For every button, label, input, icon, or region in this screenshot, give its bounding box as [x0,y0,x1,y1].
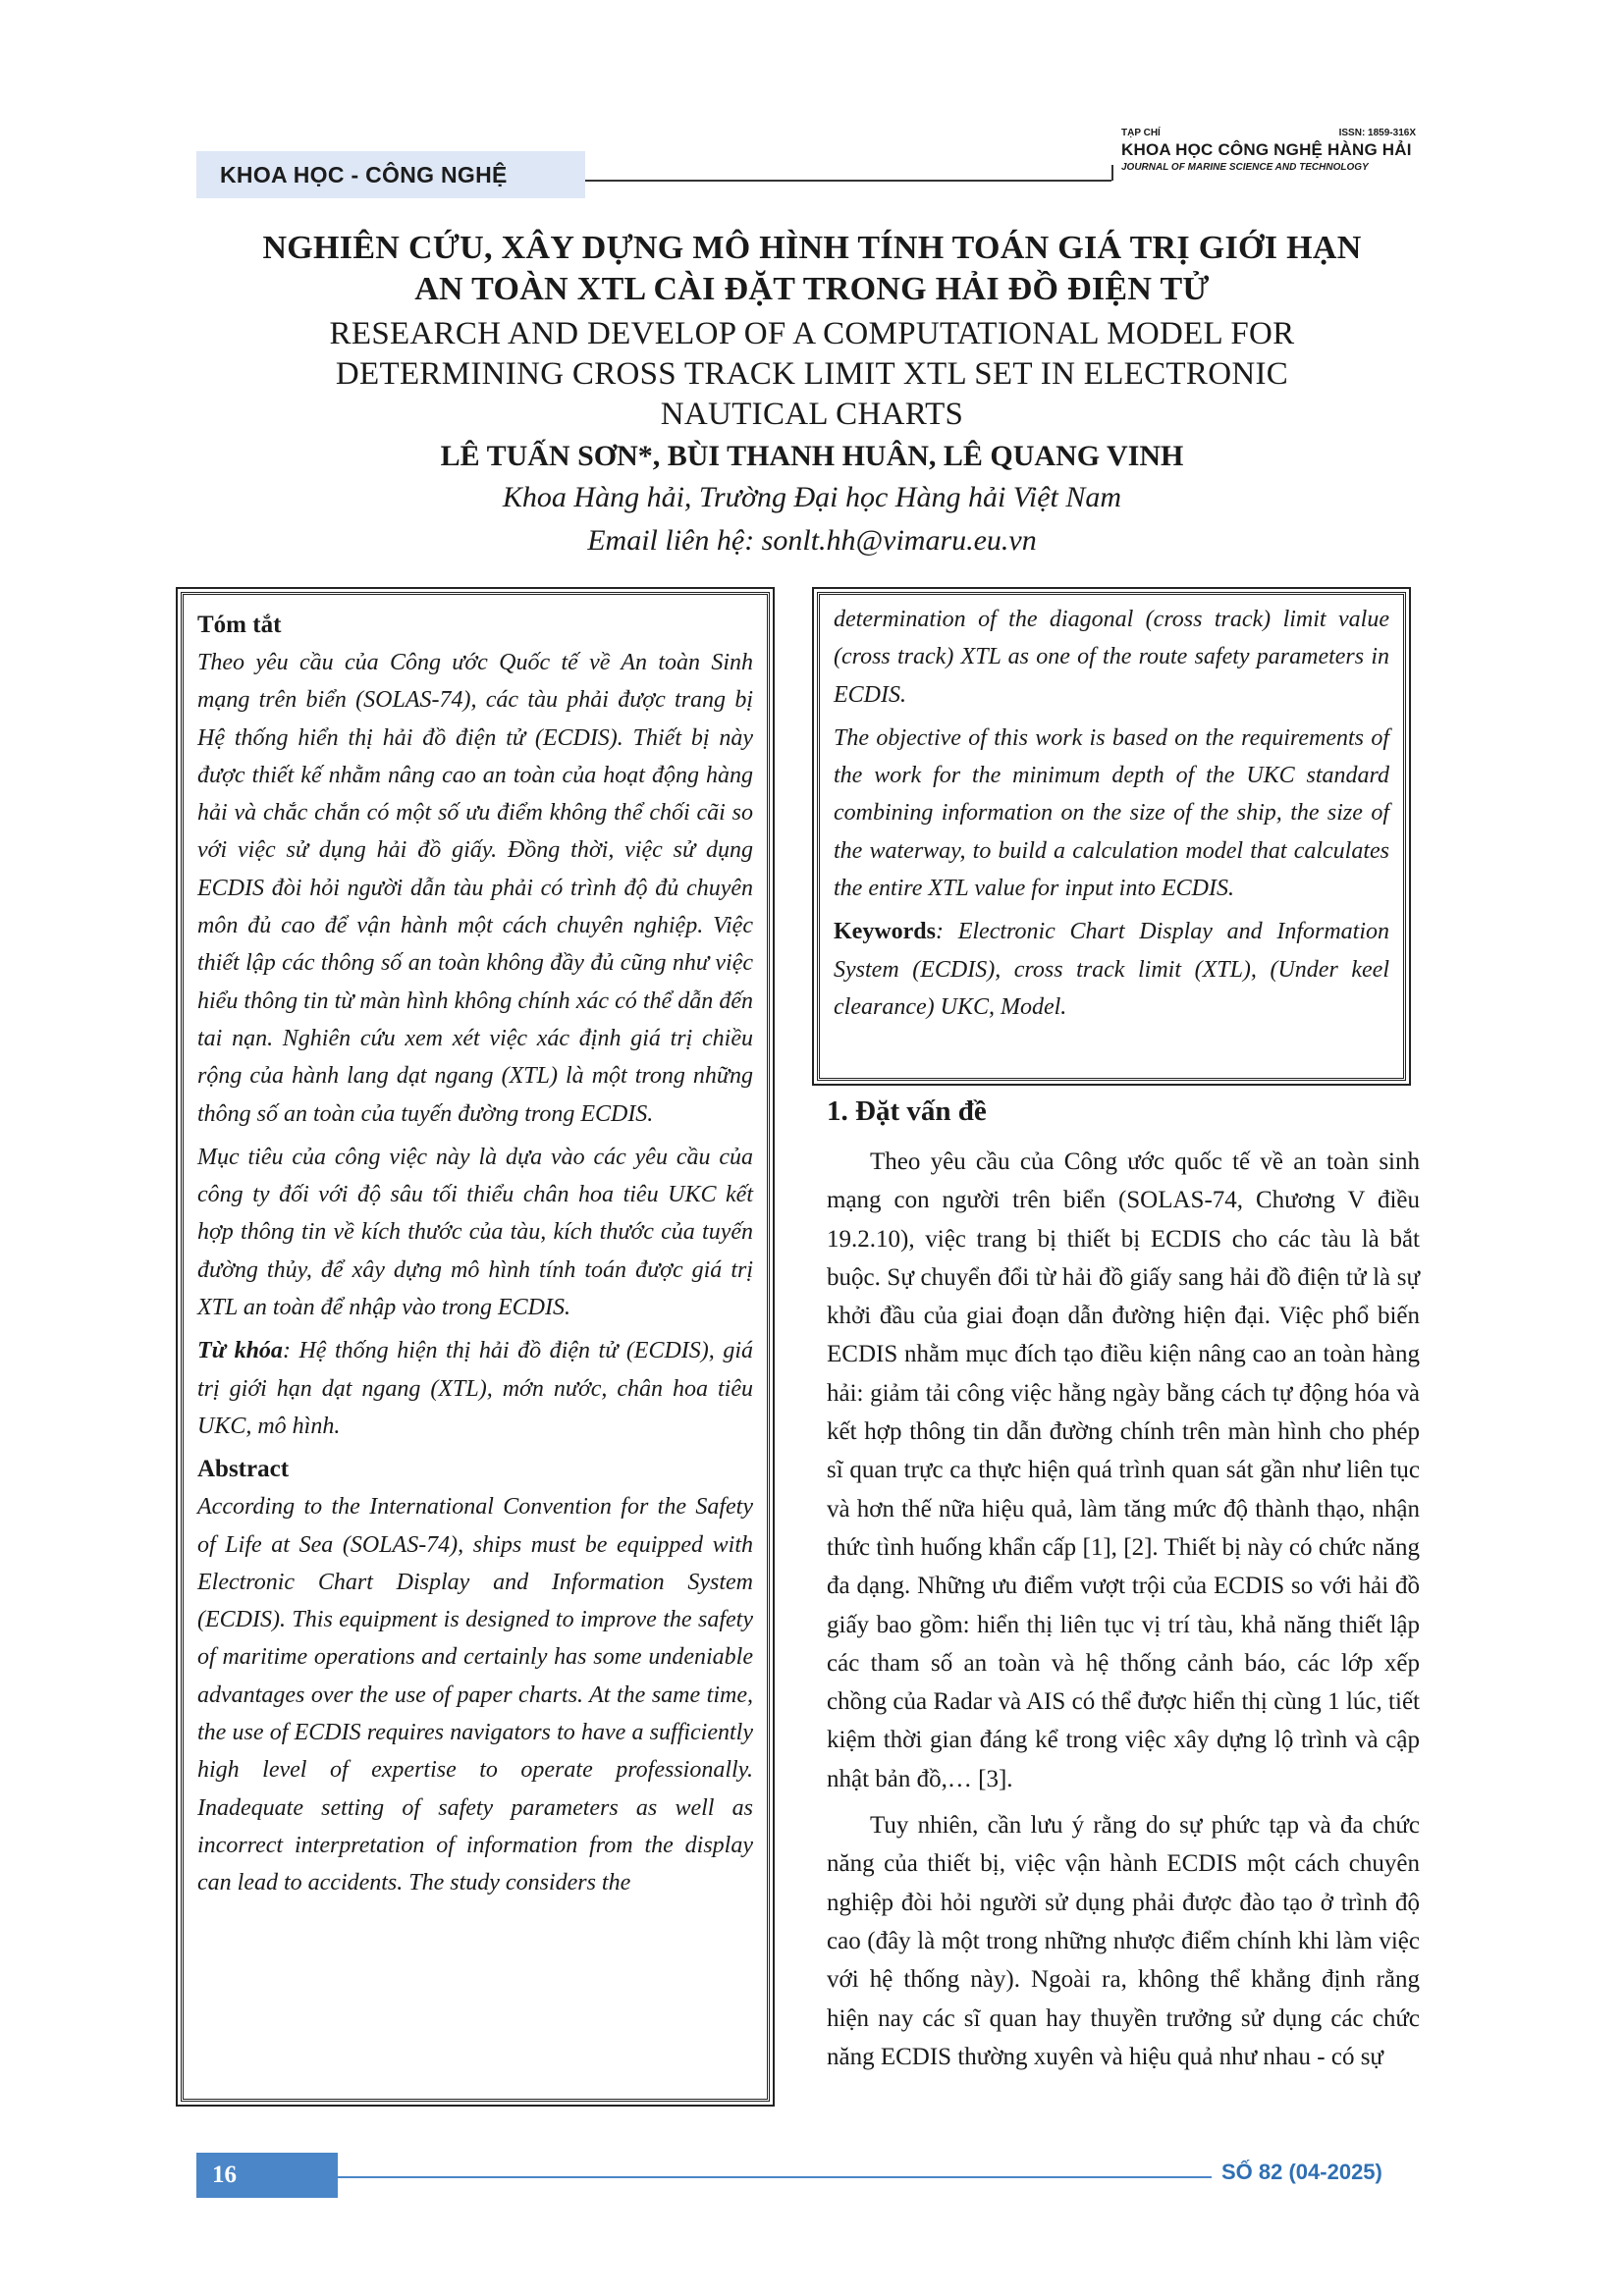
title-vn-line1: NGHIÊN CỨU, XÂY DỰNG MÔ HÌNH TÍNH TOÁN GIÁ TRỊ GIỚI HẠN [262,230,1362,266]
keywords-vn-text: : Hệ thống hiện thị hải đồ điện tử (ECDIS), giá trị giới hạn dạt ngang (XTL), mớn nước, chân hoa tiêu UKC, mô hình. [197,1338,753,1439]
issue-label: SỐ 82 (04-2025) [1221,2160,1382,2184]
section-1 [827,1092,1420,2076]
abstract-en-p2: The objective of this work is based on the requirements of the work for the minimum depth of the UKC standard combining information on the size of the ship, the size of the waterway, to build a calculation model that calculates the entire XTL value for input into ECDIS. [834,724,1389,902]
journal-label: TẠP CHÍ [1121,128,1161,138]
section-tag: KHOA HỌC - CÔNG NGHỆ [196,151,585,198]
keywords-en-label: Keywords [834,919,936,945]
abstract-vn-heading: Tóm tắt [197,612,282,638]
title-en-line1: RESEARCH AND DEVELOP OF A COMPUTATIONAL MODEL FOR [329,316,1295,351]
section-1-heading: 1. Đặt vấn đề [827,1095,987,1127]
journal-issn: ISSN: 1859-316X [1338,128,1416,138]
abstract-en-keywords [834,913,1389,1026]
header-rule-hook [1111,165,1113,181]
title-en-line2: DETERMINING CROSS TRACK LIMIT XTL SET IN ELECTRONIC [335,356,1289,392]
page-number: 16 [196,2153,338,2198]
footer-rule [338,2176,1212,2178]
abstract-vn-p2: Mục tiêu của công việc này là dựa vào các yêu cầu của công ty đối với độ sâu tối thiểu chân hoa tiêu UKC kết hợp thông tin về kích thước của tàu, kích thước của tuyến đường thủy, để xây dựng mô hình tính toán được giá trị XTL an toàn để nhập vào trong ECDIS. [197,1144,753,1321]
authors: LÊ TUẤN SƠN*, BÙI THANH HUÂN, LÊ QUANG VINH [440,440,1184,472]
abstract-en-p1-part2: determination of the diagonal (cross track) limit value (cross track) XTL as one of the route safety parameters in ECDIS. [834,607,1389,708]
keywords-en-text: : Electronic Chart Display and Information System (ECDIS), cross track limit (XTL), (Under keel clearance) UKC, Model. [834,919,1389,1020]
abstract-en-heading: Abstract [197,1456,290,1483]
abstract-vn-p1: Theo yêu cầu của Công ước Quốc tế về An toàn Sinh mạng trên biển (SOLAS-74), các tàu phải được trang bị Hệ thống hiển thị hải đồ điện tử (ECDIS). Thiết bị này được thiết kế nhằm nâng cao an toàn của hoạt động hàng hải và chắc chắn có một số ưu điểm không thể chối cãi so với việc sử dụng hải đồ giấy. Đồng thời, việc sử dụng ECDIS đòi hỏi người dẫn tàu phải có trình độ đủ chuyên môn đủ cao để vận hành một cách chuyên nghiệp. Việc thiết lập các thông số an toàn không đầy đủ cũng như việc hiểu thông tin từ màn hình không chính xác có thể dẫn đến tai nạn. Nghiên cứu xem xét việc xác định giá trị chiều rộng của hành lang dạt ngang (XTL) là một trong những thông số an toàn của tuyến đường trong ECDIS. [197,650,753,1127]
title-en-line3: NAUTICAL CHARTS [660,397,964,432]
contact-email: Email liên hệ: sonlt.hh@vimaru.eu.vn [587,524,1037,557]
journal-masthead [1121,128,1416,173]
header-rule [585,180,1111,182]
article-title-block [167,228,1457,562]
abstract-box-left [181,592,770,2102]
title-vn-line2: AN TOÀN XTL CÀI ĐẶT TRONG HẢI ĐỒ ĐIỆN TỬ [414,271,1210,307]
journal-name-en: JOURNAL OF MARINE SCIENCE AND TECHNOLOGY [1121,162,1369,173]
section-1-p1: Theo yêu cầu của Công ước quốc tế về an toàn sinh mạng con người trên biển (SOLAS-74, Chương V điều 19.2.10), việc trang bị thiết bị ECDIS cho các tàu là bắt buộc. Sự chuyển đổi từ hải đồ giấy sang hải đồ điện tử là sự khởi đầu của giai đoạn dẫn đường hiện đại. Việc phổ biến ECDIS nhằm mục đích tạo điều kiện nâng cao an toàn hàng hải: giảm tải công việc hằng ngày bằng cách tự động hóa và kết hợp thông tin dẫn đường chính trên màn hình cho phép sĩ quan trực ca thực hiện quá trình quan sát gần như liên tục và hơn thế nữa hiệu quả, làm tăng mức độ thành thạo, nhận thức tình huống khẩn cấp [1], [2]. Thiết bị này có chức năng đa dạng. Những ưu điểm vượt trội của ECDIS so với hải đồ giấy bao gồm: hiển thị liên tục vị trí tàu, khả năng thiết lập các tham số an toàn và hệ thống cảnh báo, các lớp xếp chồng của Radar và AIS có thể được hiển thị cùng 1 lúc, tiết kiệm thời gian đáng kể trong việc xây dựng lộ trình và cập nhật bản đồ,… [3]. [827,1148,1420,1792]
abstract-box-right [817,592,1406,1081]
abstract-vn-keywords [197,1332,753,1445]
affiliation: Khoa Hàng hải, Trường Đại học Hàng hải Việt Nam [502,481,1122,513]
journal-name: KHOA HỌC CÔNG NGHỆ HÀNG HẢI [1121,140,1412,159]
abstract-en-p1-part1: According to the International Convention for the Safety of Life at Sea (SOLAS-74), ships must be equipped with Electronic Chart Display and Information System (ECDIS). This equipment is designed to improve the safety of maritime operations and certainly has some undeniable advantages over the use of paper charts. At the same time, the use of ECDIS requires navigators to have a sufficiently high level of expertise to operate professionally. Inadequate setting of safety parameters as well as incorrect interpretation of information from the display can lead to accidents. The study considers the [197,1494,753,1896]
keywords-vn-label: Từ khóa [197,1338,283,1364]
section-1-p2: Tuy nhiên, cần lưu ý rằng do sự phức tạp và đa chức năng của thiết bị, việc vận hành ECDIS một cách chuyên nghiệp đòi hỏi người sử dụng phải được đào tạo ở trình độ cao (đây là một trong những nhược điểm chính khi làm việc với hệ thống này). Ngoài ra, không thể khẳng định rằng hiện nay các sĩ quan hay thuyền trưởng sử dụng các chức năng ECDIS thường xuyên và hiệu quả như nhau - có sự [827,1812,1420,2070]
